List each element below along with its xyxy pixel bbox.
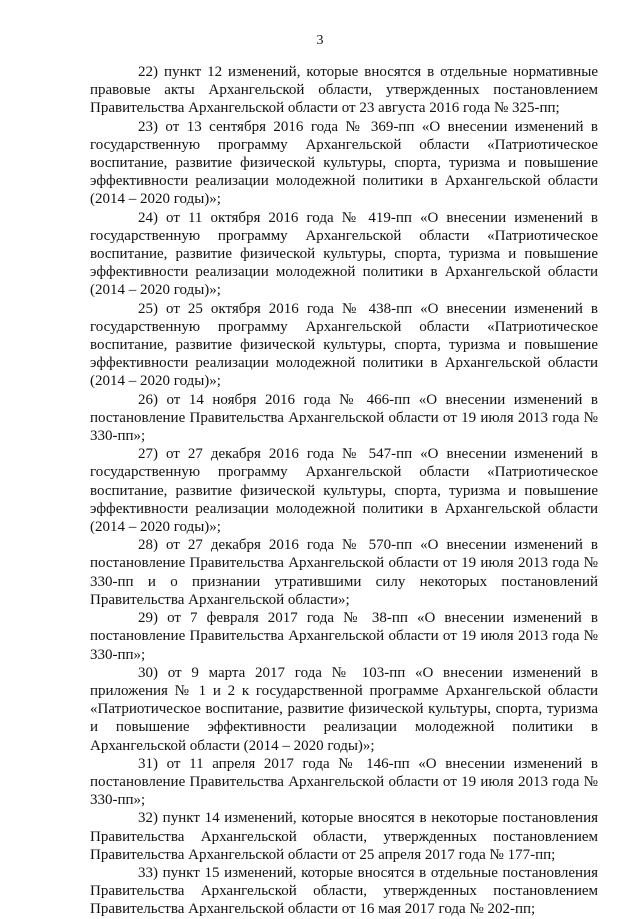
list-item-22: 22) пункт 12 изменений, которые вносятся в отдельные нормативные правовые акты Архангельской области, утвержденных постановлением Правительства Архангельской области от 23 августа 2016 года № 325-пп; — [90, 64, 598, 117]
list-item-28: 28) от 27 декабря 2016 года № 570-пп «О внесении изменений в постановление Правительства Архангельской области от 19 июля 2013 года № 330-пп и о признании утратившими силу некоторых постановлений Правительства Архангельской области»; — [90, 537, 598, 608]
list-item-30: 30) от 9 марта 2017 года № 103-пп «О внесении изменений в приложения № 1 и 2 к государственной программе Архангельской области «Патриотическое воспитание, развитие физической культуры, спорта, туризма и повышение эффективности реализации молодежной политики в Архангельской области (2014 – 2020 годы)»; — [90, 664, 598, 754]
list-item-33: 33) пункт 15 изменений, которые вносятся в отдельные постановления Правительства Архангельской области, утвержденных постановлением Правительства Архангельской области от 16 мая 2017 года № 202-пп; — [90, 864, 598, 918]
list-item-26: 26) от 14 ноября 2016 года № 466-пп «О внесении изменений в постановление Правительства Архангельской области от 19 июля 2013 года № 330-пп»; — [90, 391, 598, 445]
list-item-27: 27) от 27 декабря 2016 года № 547-пп «О внесении изменений в государственную программу Архангельской области «Патриотическое воспитание, развитие физической культуры, спорта, туризма и повышение эффективности реализации молодежной политики в Архангельской области (2014 – 2020 годы)»; — [90, 446, 598, 536]
list-item-25: 25) от 25 октября 2016 года № 438-пп «О внесении изменений в государственную программу Архангельской области «Патриотическое воспитание, развитие физической культуры, спорта, туризма и повышение эффективности реализации молодежной политики в Архангельской области (2014 – 2020 годы)»; — [90, 300, 598, 390]
list-item-23: 23) от 13 сентября 2016 года № 369-пп «О внесении изменений в государственную программу Архангельской области «Патриотическое воспитание, развитие физической культуры, спорта, туризма и повышение эффективности реализации молодежной политики в Архангельской области (2014 – 2020 годы)»; — [90, 118, 598, 208]
list-item-31: 31) от 11 апреля 2017 года № 146-пп «О внесении изменений в постановление Правительства Архангельской области от 19 июля 2013 года № 330-пп»; — [90, 755, 598, 809]
list-item-32: 32) пункт 14 изменений, которые вносятся в некоторые постановления Правительства Архангельской области, утвержденных постановлением Правительства Архангельской области от 25 апреля 2017 года № 177-пп; — [90, 810, 598, 863]
page-number: 3 — [316, 33, 324, 48]
list-item-29: 29) от 7 февраля 2017 года № 38-пп «О внесении изменений в постановление Правительства Архангельской области от 19 июля 2013 года № 330-пп»; — [90, 610, 598, 663]
list-item-24: 24) от 11 октября 2016 года № 419-пп «О внесении изменений в государственную программу Архангельской области «Патриотическое воспитание, развитие физической культуры, спорта, туризма и повышение эффективности реализации молодежной политики в Архангельской области (2014 – 2020 годы)»; — [90, 209, 598, 299]
document-body — [90, 63, 598, 919]
